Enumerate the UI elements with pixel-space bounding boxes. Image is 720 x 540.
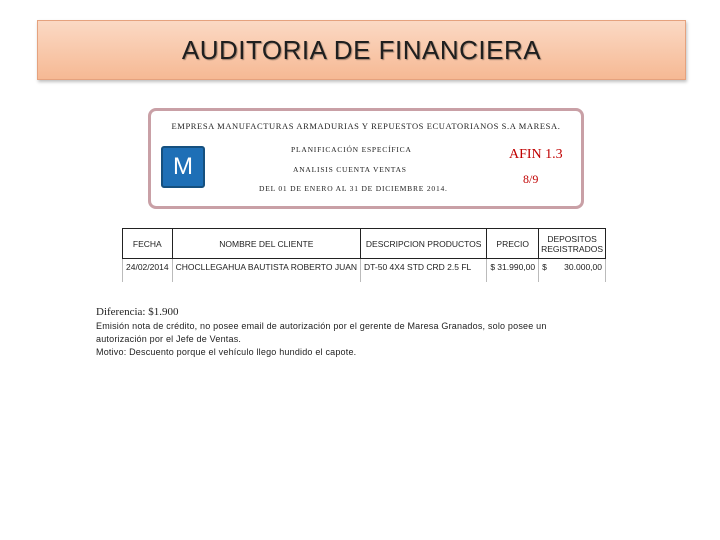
cell-descripcion: DT-50 4X4 STD CRD 2.5 FL bbox=[361, 259, 487, 283]
note-line-1: Emisión nota de crédito, no posee email de autorización por el gerente de Maresa Granados, solo posee un bbox=[96, 321, 547, 331]
column-header-depositos: DEPOSITOS REGISTRADOS bbox=[539, 229, 606, 259]
logo-letter: M bbox=[173, 153, 193, 180]
cell-fecha: 24/02/2014 bbox=[123, 259, 173, 283]
column-header-precio: PRECIO bbox=[487, 229, 539, 259]
maresa-logo bbox=[161, 146, 205, 188]
deposito-value: 30.000,00 bbox=[564, 262, 602, 272]
note-line-3: Motivo: Descuento porque el vehículo llego hundido el capote. bbox=[96, 347, 357, 357]
cell-cliente: CHOCLLEGAHUA BAUTISTA ROBERTO JUAN bbox=[172, 259, 360, 283]
reference-page: 8/9 bbox=[523, 172, 539, 186]
column-header-fecha: FECHA bbox=[123, 229, 173, 259]
difference-text: Diferencia: $1.900 bbox=[96, 306, 179, 318]
cell-deposito bbox=[539, 259, 606, 283]
title-banner bbox=[37, 20, 686, 80]
table-header-row bbox=[123, 229, 606, 259]
precio-value: 31.990,00 bbox=[497, 262, 536, 272]
deposito-currency: $ bbox=[542, 262, 547, 272]
note-line-2: autorización por el Jefe de Ventas. bbox=[96, 334, 242, 344]
period-label: DEL 01 DE ENERO AL 31 DE DICIEMBRE 2014. bbox=[259, 184, 448, 193]
table-row bbox=[123, 259, 606, 283]
precio-currency: $ bbox=[490, 262, 496, 272]
sales-table bbox=[122, 228, 606, 284]
planning-label: PLANIFICACIÓN ESPECÍFICA bbox=[291, 145, 412, 154]
reference-code: AFIN 1.3 bbox=[509, 147, 563, 162]
company-name: EMPRESA MANUFACTURAS ARMADURIAS Y REPUESTOS ECUATORIANOS S.A MARESA. bbox=[171, 121, 561, 131]
column-header-cliente: NOMBRE DEL CLIENTE bbox=[172, 229, 360, 259]
audit-header-box bbox=[148, 108, 584, 209]
analysis-label: ANALISIS CUENTA VENTAS bbox=[293, 165, 407, 174]
column-header-descripcion: DESCRIPCION PRODUCTOS bbox=[361, 229, 487, 259]
page-title: AUDITORIA DE FINANCIERA bbox=[181, 34, 542, 65]
cell-precio bbox=[487, 259, 539, 283]
